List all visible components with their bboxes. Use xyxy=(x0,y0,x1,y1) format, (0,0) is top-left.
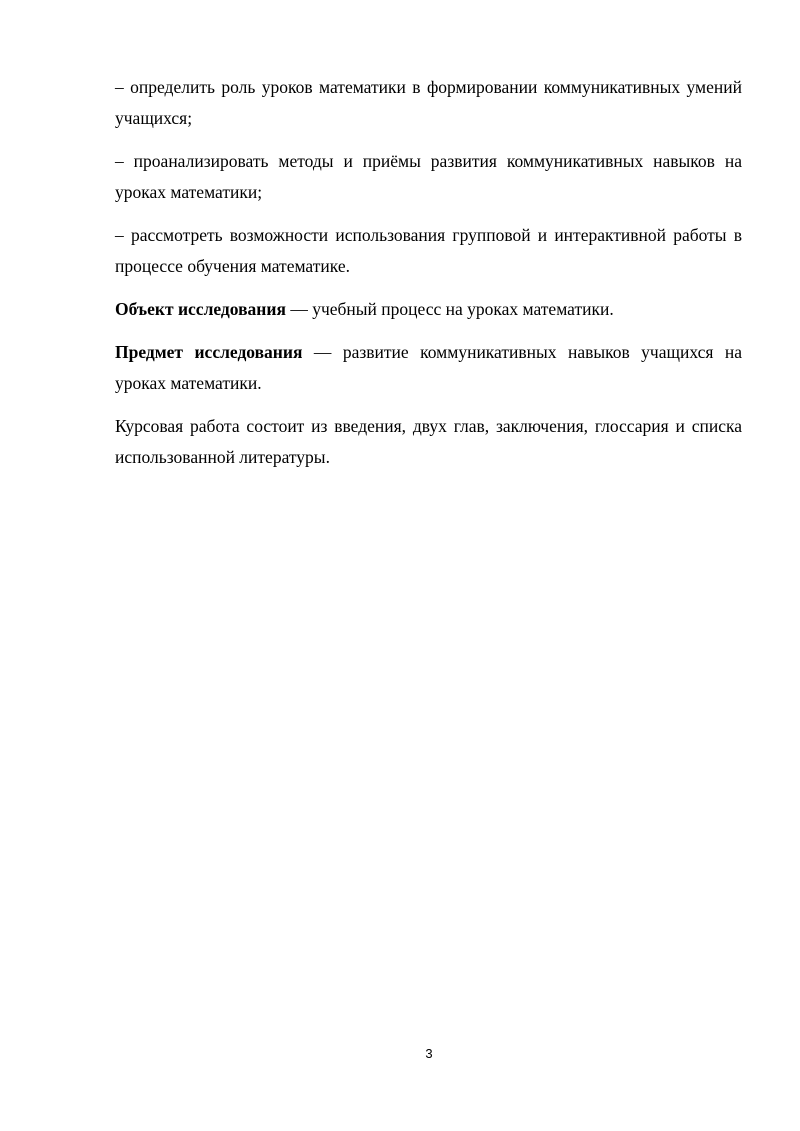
page-body xyxy=(115,72,742,485)
work-structure-paragraph: Курсовая работа состоит из введения, двух глав, заключения, глоссария и списка использованной литературы. xyxy=(115,416,742,467)
page-number: 3 xyxy=(425,1046,433,1061)
research-subject-text: — развитие коммуникативных навыков учащихся на уроках математики. xyxy=(115,342,742,393)
research-object-paragraph xyxy=(115,294,742,325)
task-item-1: – определить роль уроков математики в формировании коммуникативных умений учащихся; xyxy=(115,77,742,128)
research-subject-paragraph xyxy=(115,337,742,399)
task-item-3: – рассмотреть возможности использования групповой и интерактивной работы в процессе обучения математике. xyxy=(115,225,742,276)
research-subject-label: Предмет исследования xyxy=(115,342,303,362)
research-object-label: Объект исследования xyxy=(115,299,286,319)
task-item-2: – проанализировать методы и приёмы развития коммуникативных навыков на уроках математики; xyxy=(115,151,742,202)
research-object-text: — учебный процесс на уроках математики. xyxy=(285,299,614,319)
